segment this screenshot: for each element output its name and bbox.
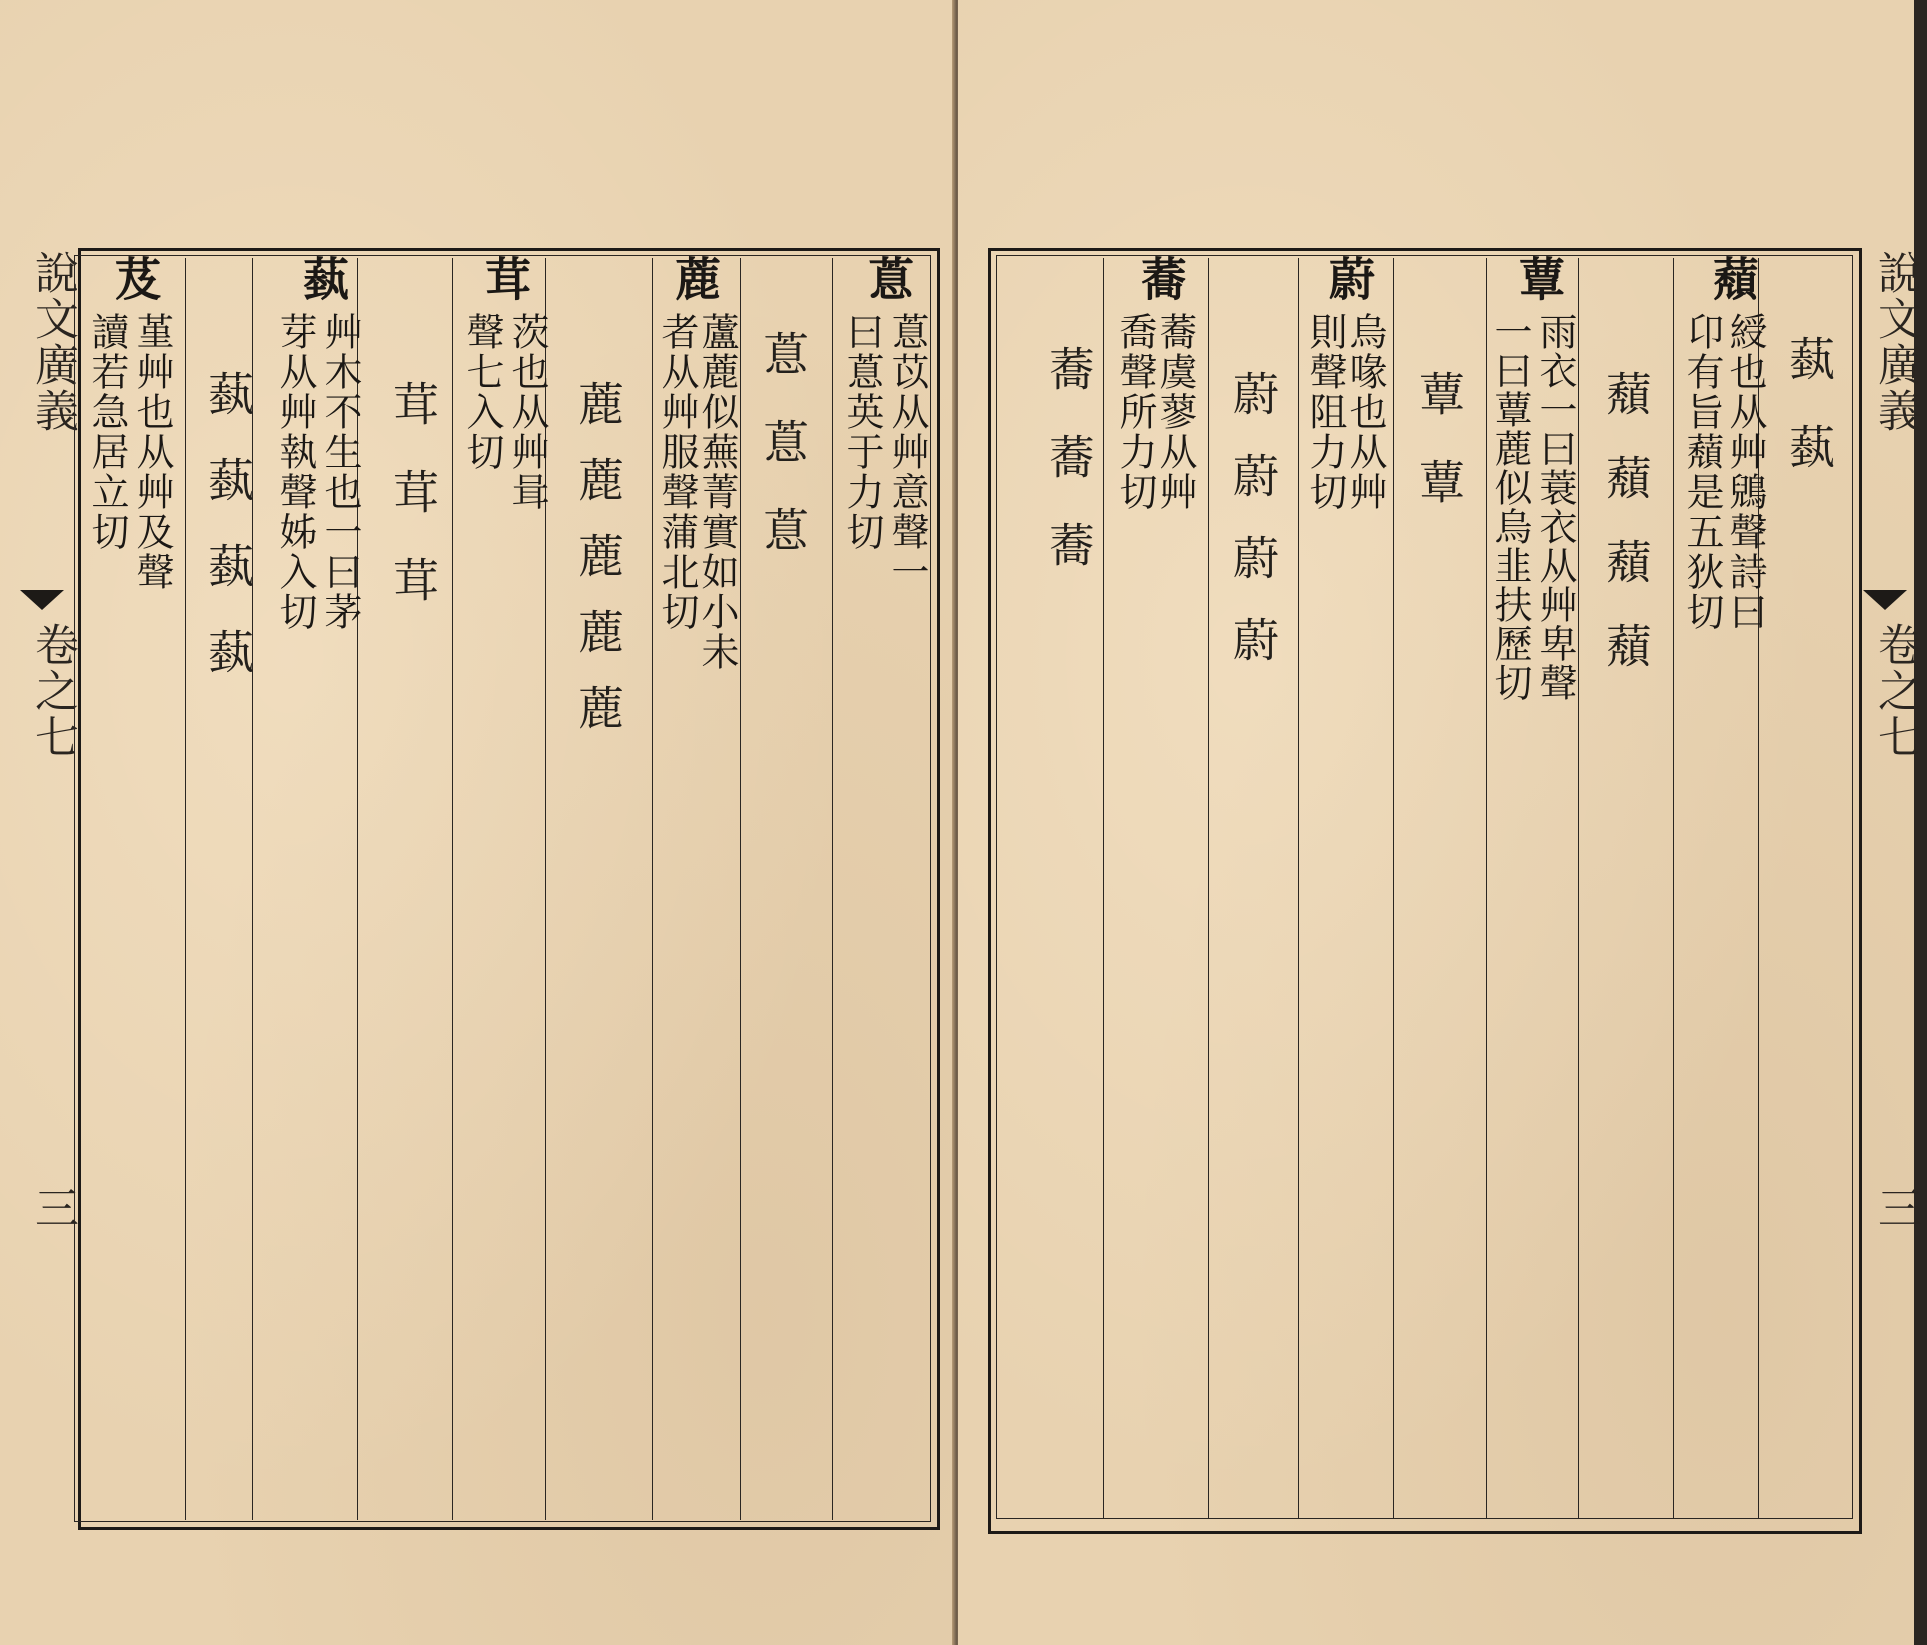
seal-script-forms: 蕎蕎蕎	[1042, 345, 1096, 609]
left-page	[0, 0, 955, 1645]
left-fish-tail	[20, 590, 64, 610]
entry-gloss: 卬有旨蘈是五狄切	[1680, 312, 1724, 632]
left-column-rule	[652, 258, 653, 1520]
left-column-rule	[185, 258, 186, 1520]
seal-script-forms: 蔍蔍蔍蔍蔍	[571, 380, 625, 760]
entry-gloss: 蘆蔍似蕪菁實如小未	[695, 312, 739, 672]
entry-headword: 芨	[108, 255, 162, 301]
right-column-rule	[1486, 258, 1487, 1518]
entry-gloss: 蒠苡从艸意聲一	[885, 312, 929, 592]
entry-gloss: 雨衣一曰蓑衣从艸卑聲	[1533, 312, 1577, 702]
entry-gloss: 烏喙也从艸	[1343, 312, 1387, 512]
seal-script-forms: 蒠蒠蒠	[756, 330, 810, 594]
right-margin-volume: 卷之七	[1870, 622, 1921, 760]
entry-gloss: 者从艸服聲蒲北切	[655, 312, 699, 632]
seal-script-forms: 茸茸茸	[386, 380, 440, 644]
right-fish-tail	[1863, 590, 1907, 610]
right-margin-page: 三	[1870, 1185, 1921, 1231]
seal-script-forms: 蔚蔚蔚蔚	[1226, 370, 1280, 698]
entry-gloss: 蕎虞蓼从艸	[1153, 312, 1197, 512]
entry-gloss: 堇艸也从艸及聲	[130, 312, 174, 592]
entry-headword: 蔍	[668, 255, 722, 301]
entry-gloss: 喬聲所力切	[1113, 312, 1157, 512]
entry-gloss: 一曰蕈蔍似烏韭扶歷切	[1488, 312, 1532, 702]
entry-gloss: 艸木不生也一曰茅	[318, 312, 362, 632]
entry-gloss: 則聲阻力切	[1303, 312, 1347, 512]
left-margin-page: 三	[27, 1185, 78, 1231]
entry-headword: 蔚	[1322, 255, 1376, 301]
left-column-rule	[740, 258, 741, 1520]
left-column-rule	[832, 258, 833, 1520]
entry-gloss: 綬也从艸鶂聲詩曰	[1723, 312, 1767, 632]
entry-gloss: 茨也从艸咠	[505, 312, 549, 512]
entry-headword: 蕈	[1512, 255, 1566, 301]
right-column-rule	[1208, 258, 1209, 1518]
right-column-rule	[1673, 258, 1674, 1518]
entry-gloss: 芽从艸執聲姊入切	[273, 312, 317, 632]
right-page	[958, 0, 1921, 1645]
seal-script-forms: 蓺蓺	[1782, 335, 1836, 511]
left-margin-title: 說文廣義	[27, 250, 78, 434]
left-margin-volume: 卷之七	[27, 622, 78, 760]
right-column-rule	[1393, 258, 1394, 1518]
entry-headword: 蕎	[1134, 255, 1188, 301]
entry-gloss: 曰蒠英于力切	[840, 312, 884, 552]
seal-script-forms: 蕈蕈	[1412, 370, 1466, 546]
right-column-rule	[1103, 258, 1104, 1518]
entry-headword: 蘈	[1706, 255, 1760, 301]
entry-headword: 蓺	[296, 255, 350, 301]
right-margin-title: 說文廣義	[1870, 250, 1921, 434]
right-column-rule	[1578, 258, 1579, 1518]
entry-headword: 茸	[478, 255, 532, 301]
seal-script-forms: 蓺蓺蓺蓺	[201, 370, 255, 714]
seal-script-forms: 蘈蘈蘈蘈	[1599, 370, 1653, 706]
right-column-rule	[1298, 258, 1299, 1518]
entry-gloss: 讀若急居立切	[85, 312, 129, 552]
entry-headword: 蒠	[861, 255, 915, 301]
left-column-rule	[452, 258, 453, 1520]
entry-gloss: 聲七入切	[460, 312, 504, 472]
